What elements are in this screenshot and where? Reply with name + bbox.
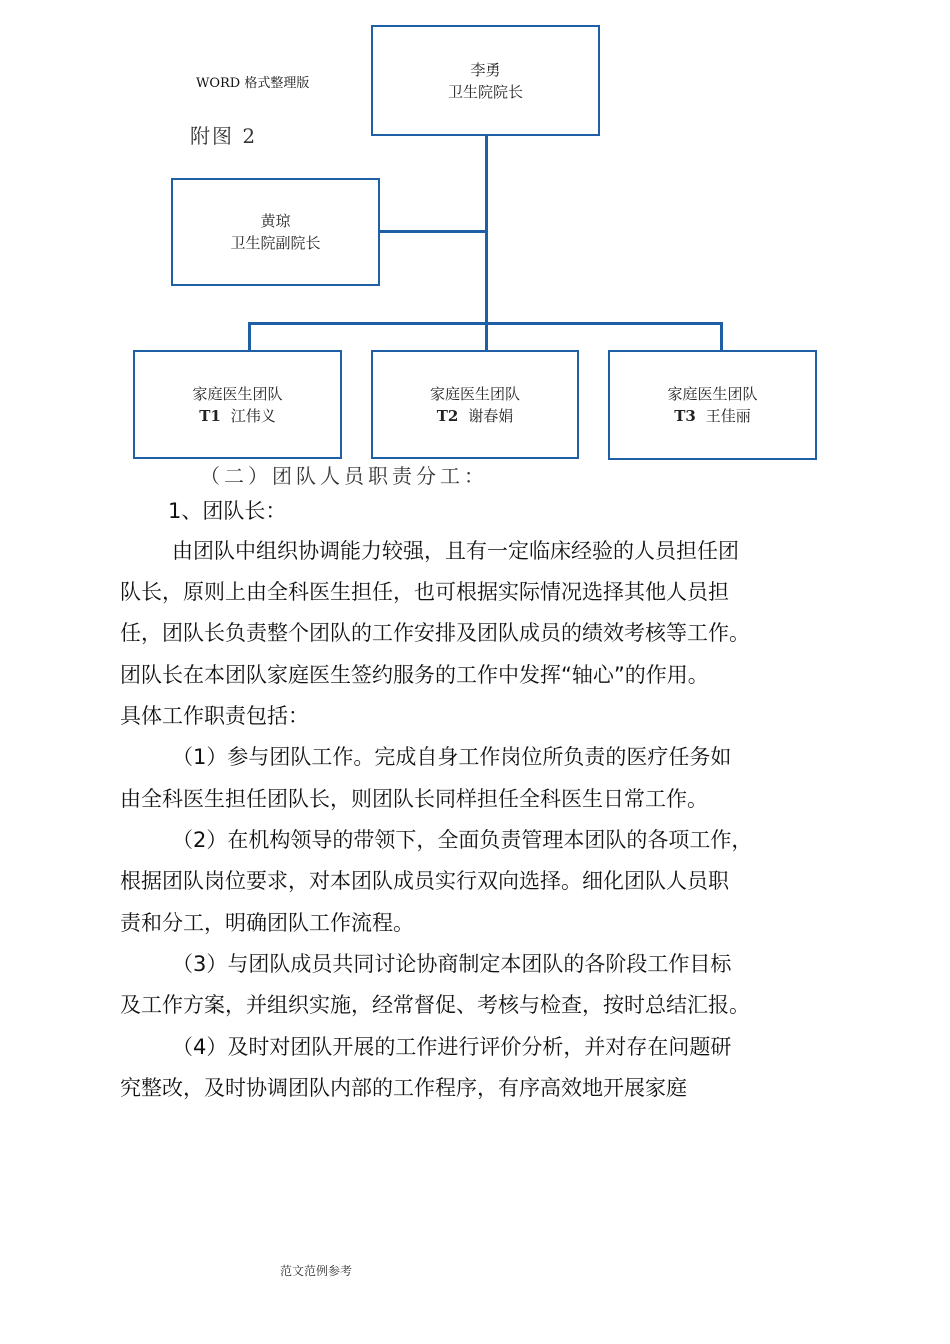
body-line: 由全科医生担任团队长，则团队长同样担任全科医生日常工作。 [120, 787, 708, 811]
sub-heading: 1、团队长： [168, 499, 287, 523]
body-line: 具体工作职责包括： [120, 704, 309, 728]
team-label: 家庭医生团队 [667, 385, 758, 403]
body-line: 根据团队岗位要求，对本团队成员实行双向选择。细化团队人员职 [120, 869, 729, 893]
team-code: T3 [674, 407, 696, 425]
team-label: 家庭医生团队 [429, 384, 520, 403]
figure-label: 附图 2 [190, 124, 258, 148]
director-title: 卫生院院长 [447, 82, 523, 101]
team-code: T1 [199, 406, 221, 425]
body-line: 责和分工，明确团队工作流程。 [120, 911, 414, 935]
body-line: （2）在机构领导的带领下，全面负责管理本团队的各项工作， [172, 828, 753, 852]
director-box [371, 25, 600, 136]
team-leader: 王佳丽 [705, 407, 751, 425]
deputy-name: 黄琼 [260, 212, 291, 230]
connector-deputy [378, 230, 486, 233]
header-note: WORD 格式整理版 [196, 76, 310, 91]
body-line: 团队长在本团队家庭医生签约服务的工作中发挥“轴心”的作用。 [120, 663, 709, 687]
body-line: 由团队中组织协调能力较强，且有一定临床经验的人员担任团 [172, 539, 739, 563]
connector-horizontal-teams [248, 322, 723, 325]
section-title: （二）团队人员职责分工： [200, 464, 488, 488]
deputy-box [171, 178, 380, 286]
team-box-t1 [133, 350, 342, 459]
body-line: （3）与团队成员共同讨论协商制定本团队的各阶段工作目标 [172, 952, 732, 976]
team-code: T2 [436, 406, 459, 425]
body-line: 队长，原则上由全科医生担任，也可根据实际情况选择其他人员担 [120, 580, 729, 604]
body-line: （4）及时对团队开展的工作进行评价分析，并对存在问题研 [172, 1035, 732, 1059]
body-line: 及工作方案，并组织实施，经常督促、考核与检查，按时总结汇报。 [120, 993, 750, 1017]
body-line: （1）参与团队工作。完成自身工作岗位所负责的医疗任务如 [172, 745, 732, 769]
team-leader: 江伟义 [230, 406, 276, 425]
team-leader: 谢春娟 [468, 406, 514, 425]
connector-vertical-main [485, 134, 488, 352]
body-line: 任，团队长负责整个团队的工作安排及团队成员的绩效考核等工作。 [120, 621, 750, 645]
deputy-title: 卫生院副院长 [230, 234, 321, 252]
body-line: 究整改，及时协调团队内部的工作程序，有序高效地开展家庭 [120, 1076, 687, 1100]
director-name: 李勇 [470, 60, 501, 79]
team-box-t3 [608, 350, 817, 460]
connector-team1 [248, 322, 251, 352]
team-box-t2 [371, 350, 579, 459]
team-label: 家庭医生团队 [192, 384, 283, 403]
footer-note: 范文范例参考 [280, 1264, 353, 1278]
connector-team3 [720, 322, 723, 352]
